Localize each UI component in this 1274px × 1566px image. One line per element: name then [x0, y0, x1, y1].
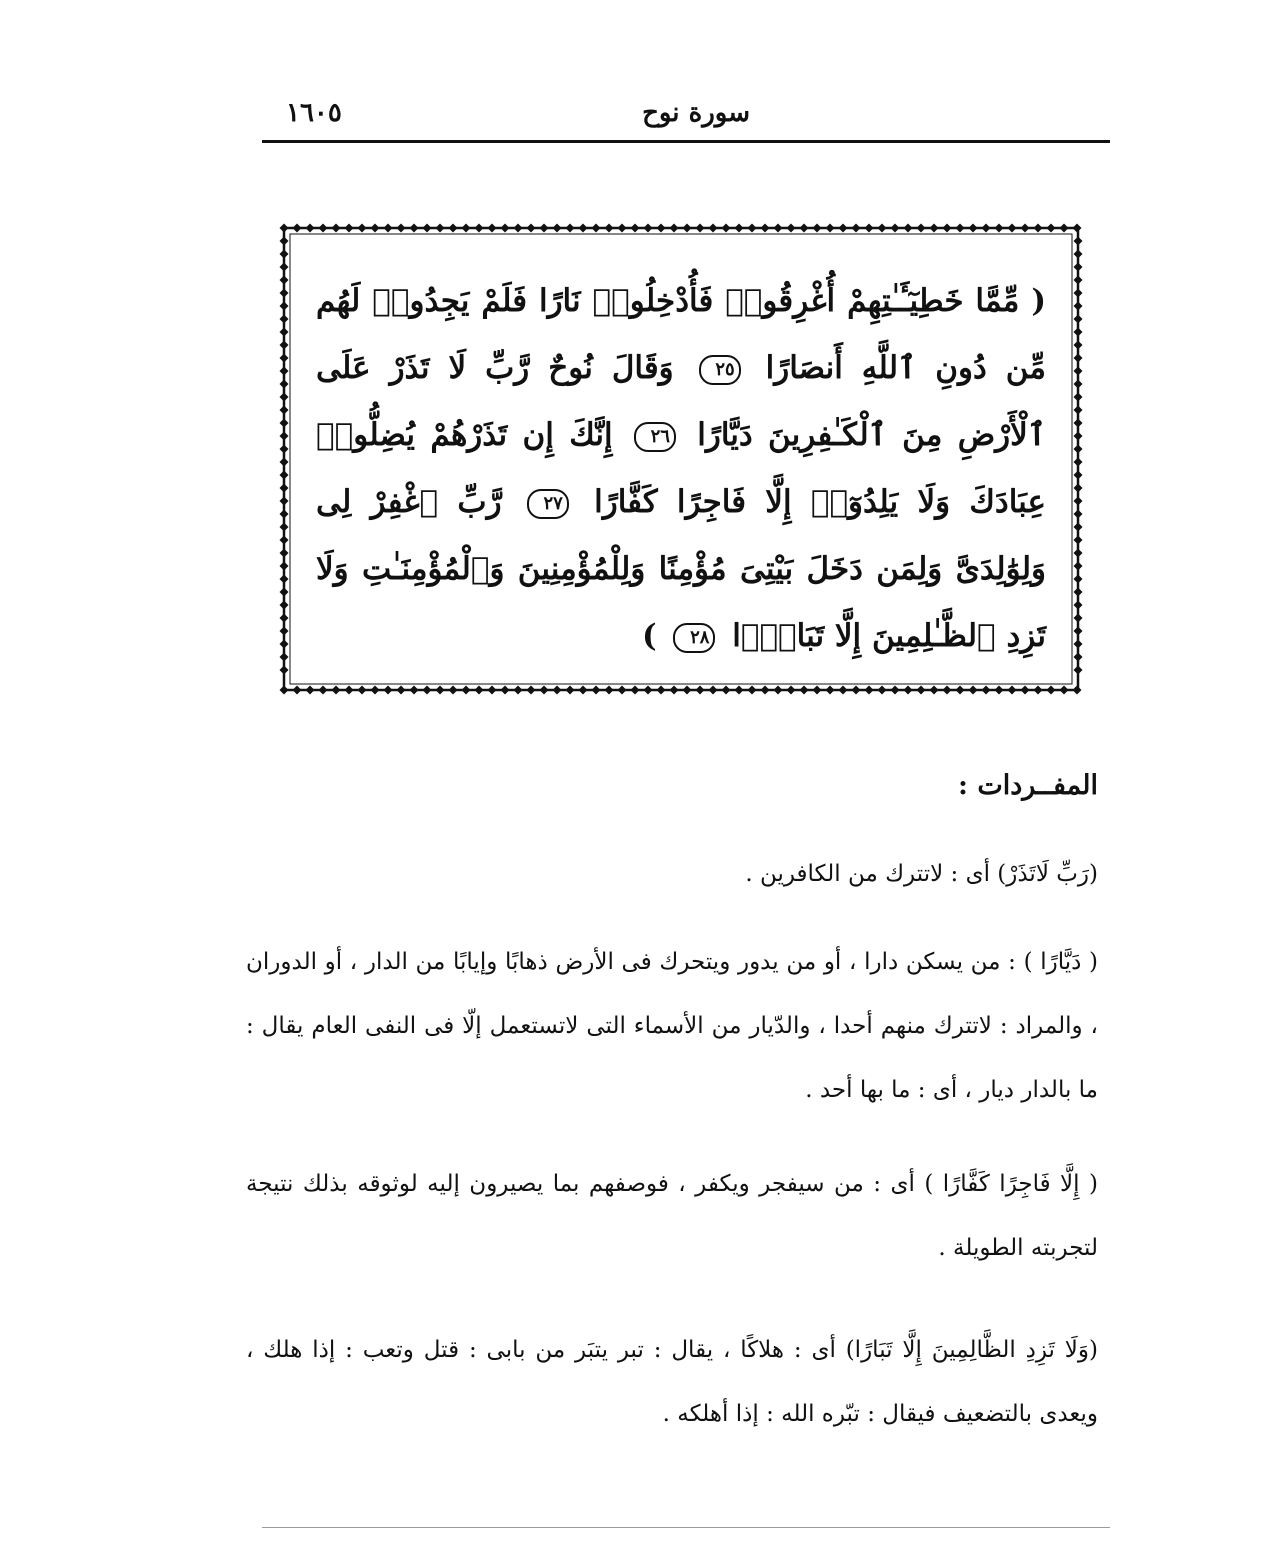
verse-frame	[276, 220, 1086, 698]
border-diamond	[280, 666, 289, 675]
border-diamond	[436, 224, 445, 233]
border-diamond	[1074, 484, 1083, 493]
border-diamond	[410, 686, 419, 695]
border-diamond	[1074, 263, 1083, 272]
border-diamond	[683, 686, 692, 695]
border-diamond	[501, 686, 510, 695]
border-diamond	[1074, 315, 1083, 324]
border-diamond	[774, 224, 783, 233]
border-diamond	[1074, 458, 1083, 467]
border-diamond	[280, 601, 289, 610]
border-diamond	[956, 224, 965, 233]
border-diamond	[826, 224, 835, 233]
border-diamond	[280, 367, 289, 376]
border-diamond	[696, 686, 705, 695]
border-diamond	[436, 686, 445, 695]
border-diamond	[280, 627, 289, 636]
close-bracket: )	[641, 618, 657, 654]
border-diamond	[280, 614, 289, 623]
surah-title: سورة نوح	[642, 98, 750, 128]
border-diamond	[748, 686, 757, 695]
border-diamond	[709, 224, 718, 233]
border-diamond	[280, 419, 289, 428]
border-diamond	[1074, 588, 1083, 597]
border-diamond	[280, 302, 289, 311]
border-diamond	[280, 341, 289, 350]
border-diamond	[280, 237, 289, 246]
border-diamond	[345, 224, 354, 233]
border-diamond	[540, 686, 549, 695]
border-diamond	[618, 686, 627, 695]
border-diamond	[969, 224, 978, 233]
border-diamond	[280, 523, 289, 532]
border-diamond	[280, 445, 289, 454]
border-diamond	[644, 224, 653, 233]
border-diamond	[423, 224, 432, 233]
border-diamond	[280, 315, 289, 324]
border-diamond	[449, 224, 458, 233]
border-diamond	[917, 224, 926, 233]
border-diamond	[891, 224, 900, 233]
border-diamond	[1073, 686, 1082, 695]
border-diamond	[293, 224, 302, 233]
border-diamond	[280, 263, 289, 272]
border-diamond	[917, 686, 926, 695]
border-diamond	[1074, 367, 1083, 376]
border-diamond	[865, 686, 874, 695]
border-diamond	[319, 686, 328, 695]
border-diamond	[839, 686, 848, 695]
border-diamond	[280, 406, 289, 415]
border-diamond	[761, 224, 770, 233]
border-diamond	[397, 686, 406, 695]
border-diamond	[670, 686, 679, 695]
border-diamond	[995, 686, 1004, 695]
border-diamond	[1074, 640, 1083, 649]
footer-rule	[262, 1527, 1110, 1528]
border-diamond	[722, 686, 731, 695]
border-diamond	[1074, 354, 1083, 363]
border-diamond	[280, 510, 289, 519]
border-diamond	[280, 549, 289, 558]
border-diamond	[1074, 328, 1083, 337]
border-diamond	[1074, 523, 1083, 532]
border-diamond	[488, 686, 497, 695]
border-diamond	[904, 224, 913, 233]
border-diamond	[1074, 406, 1083, 415]
border-diamond	[1074, 536, 1083, 545]
border-diamond	[579, 686, 588, 695]
border-diamond	[592, 686, 601, 695]
border-diamond	[280, 289, 289, 298]
border-diamond	[735, 686, 744, 695]
border-diamond	[462, 686, 471, 695]
ayah-marker-25: ٢٥	[699, 355, 741, 385]
border-diamond	[449, 686, 458, 695]
border-diamond	[280, 484, 289, 493]
ayah-marker-28: ٢٨	[673, 623, 715, 653]
border-diamond	[1021, 224, 1030, 233]
border-diamond	[1074, 627, 1083, 636]
verse-26-text: وَقَالَ نُوحٌ رَّبِّ لَا تَذَرْ عَلَى ٱلْأَرْضِ مِنَ ٱلْكَـٰفِرِينَ دَيَّارًا	[316, 350, 1046, 453]
border-diamond	[1073, 224, 1082, 233]
border-diamond	[462, 224, 471, 233]
border-diamond	[943, 224, 952, 233]
border-diamond	[670, 224, 679, 233]
border-diamond	[280, 536, 289, 545]
border-diamond	[982, 686, 991, 695]
border-diamond	[280, 458, 289, 467]
vocabulary-entry: ( إِلَّا فَاجِرًا كَفَّارًا ) أى : من سيفجر ويكفر ، فوصفهم بما يصيرون إليه لوثوقه بذلك نتيجة لتجربته الطويلة .	[246, 1171, 1098, 1261]
border-diamond	[891, 686, 900, 695]
border-diamond	[930, 686, 939, 695]
border-diamond	[1034, 224, 1043, 233]
border-diamond	[1074, 276, 1083, 285]
ayah-marker-26: ٢٦	[634, 422, 676, 452]
border-diamond	[280, 640, 289, 649]
border-diamond	[631, 224, 640, 233]
border-diamond	[358, 686, 367, 695]
border-diamond	[280, 575, 289, 584]
border-diamond	[904, 686, 913, 695]
border-diamond	[1074, 666, 1083, 675]
vocabulary-entry: ( دَيَّارًا ) : من يسكن دارا ، أو من يدور ويتحرك فى الأرض ذهابًا وإيابًا من الدار ، أو الدوران ، والمراد : لاتترك منهم أحدا ، والدّيار من الأسماء التى لاتستعمل إلّا فى النفى العام يقال : ما بالدار ديار ، أى : ما بها أحد .	[246, 949, 1098, 1103]
border-diamond	[488, 224, 497, 233]
border-diamond	[527, 686, 536, 695]
border-diamond	[306, 686, 315, 695]
border-diamond	[553, 224, 562, 233]
border-diamond	[527, 224, 536, 233]
border-diamond	[1074, 549, 1083, 558]
border-diamond	[969, 686, 978, 695]
border-diamond	[657, 686, 666, 695]
border-diamond	[683, 224, 692, 233]
border-diamond	[852, 224, 861, 233]
border-diamond	[800, 686, 809, 695]
border-diamond	[345, 686, 354, 695]
border-diamond	[722, 224, 731, 233]
vocabulary-entry: (وَلَا تَزِدِ الظَّالِمِينَ إِلَّا تَبَارًا) أى : هلاكًا ، يقال : تبر يتبَر من بابى : قتل وتعب : إذا هلك ، ويعدى بالتضعيف فيقال : تبّره الله : إذا أهلكه .	[246, 1337, 1098, 1427]
border-diamond	[1074, 653, 1083, 662]
vocabulary-heading: المفــردات :	[957, 770, 1098, 801]
border-diamond	[826, 686, 835, 695]
border-diamond	[878, 224, 887, 233]
border-diamond	[852, 686, 861, 695]
border-diamond	[332, 686, 341, 695]
border-diamond	[787, 224, 796, 233]
border-diamond	[280, 250, 289, 259]
border-diamond	[1074, 445, 1083, 454]
border-diamond	[1074, 380, 1083, 389]
border-diamond	[423, 686, 432, 695]
border-diamond	[475, 686, 484, 695]
border-diamond	[1021, 686, 1030, 695]
border-diamond	[1074, 614, 1083, 623]
border-diamond	[956, 686, 965, 695]
border-diamond	[696, 224, 705, 233]
border-diamond	[514, 686, 523, 695]
border-diamond	[995, 224, 1004, 233]
border-diamond	[1074, 250, 1083, 259]
border-diamond	[644, 686, 653, 695]
border-diamond	[306, 224, 315, 233]
border-diamond	[280, 224, 289, 233]
border-diamond	[358, 224, 367, 233]
border-diamond	[813, 686, 822, 695]
border-diamond	[280, 393, 289, 402]
border-diamond	[878, 686, 887, 695]
border-diamond	[605, 686, 614, 695]
border-diamond	[280, 497, 289, 506]
border-diamond	[1047, 686, 1056, 695]
border-diamond	[280, 432, 289, 441]
border-diamond	[943, 686, 952, 695]
border-diamond	[1074, 471, 1083, 480]
border-diamond	[1008, 224, 1017, 233]
border-diamond	[319, 224, 328, 233]
border-diamond	[293, 686, 302, 695]
verse-28-text: رَّبِّ ٱغْفِرْ لِى وَلِوَٰلِدَىَّ وَلِمَن دَخَلَ بَيْتِىَ مُؤْمِنًا وَلِلْمُؤْمِنِينَ وَٱلْمُؤْمِنَـٰتِ وَلَا تَزِدِ ٱلظَّـٰلِمِينَ إِلَّا تَبَارًۢا	[316, 484, 1046, 654]
border-diamond	[1060, 686, 1069, 695]
border-diamond	[982, 224, 991, 233]
border-diamond	[1074, 601, 1083, 610]
border-diamond	[501, 224, 510, 233]
vocabulary-entry: (رَبِّ لَاتَذَرْ) أى : لاتترك من الكافرين .	[745, 861, 1098, 887]
header-rule	[262, 140, 1110, 143]
border-diamond	[280, 562, 289, 571]
ayah-marker-27: ٢٧	[527, 489, 569, 519]
border-diamond	[618, 224, 627, 233]
border-diamond	[592, 224, 601, 233]
border-diamond	[1074, 419, 1083, 428]
border-diamond	[1060, 224, 1069, 233]
open-bracket: (	[1031, 283, 1046, 319]
border-diamond	[384, 224, 393, 233]
border-diamond	[631, 686, 640, 695]
border-diamond	[397, 224, 406, 233]
border-diamond	[280, 588, 289, 597]
border-diamond	[761, 686, 770, 695]
quran-verses	[316, 268, 1046, 670]
border-diamond	[605, 224, 614, 233]
border-diamond	[280, 354, 289, 363]
border-diamond	[787, 686, 796, 695]
border-diamond	[1074, 497, 1083, 506]
border-diamond	[865, 224, 874, 233]
border-diamond	[1074, 393, 1083, 402]
border-diamond	[1074, 432, 1083, 441]
border-diamond	[410, 224, 419, 233]
border-diamond	[1074, 341, 1083, 350]
border-diamond	[280, 328, 289, 337]
border-diamond	[514, 224, 523, 233]
border-diamond	[1074, 289, 1083, 298]
border-diamond	[1047, 224, 1056, 233]
page-number: ١٦٠٥	[286, 98, 342, 128]
page-header	[262, 98, 1110, 142]
border-diamond	[280, 471, 289, 480]
verse-25-text: مِّمَّا خَطِيٓـَٔـٰتِهِمْ أُغْرِقُوا۟ فَأُدْخِلُوا۟ نَارًا فَلَمْ يَجِدُوا۟ لَهُم مِّن دُونِ ٱللَّهِ أَنصَارًا	[316, 283, 1047, 386]
border-diamond	[566, 686, 575, 695]
border-diamond	[1074, 562, 1083, 571]
border-diamond	[280, 686, 289, 695]
border-diamond	[839, 224, 848, 233]
border-diamond	[384, 686, 393, 695]
border-diamond	[735, 224, 744, 233]
border-diamond	[774, 686, 783, 695]
border-diamond	[280, 276, 289, 285]
border-diamond	[475, 224, 484, 233]
border-diamond	[371, 686, 380, 695]
border-diamond	[540, 224, 549, 233]
border-diamond	[1074, 302, 1083, 311]
border-diamond	[748, 224, 757, 233]
border-diamond	[280, 380, 289, 389]
border-diamond	[930, 224, 939, 233]
border-diamond	[813, 224, 822, 233]
border-diamond	[332, 224, 341, 233]
border-diamond	[657, 224, 666, 233]
border-diamond	[1008, 686, 1017, 695]
border-diamond	[1074, 237, 1083, 246]
border-diamond	[553, 686, 562, 695]
border-diamond	[800, 224, 809, 233]
border-diamond	[579, 224, 588, 233]
border-diamond	[1074, 510, 1083, 519]
border-diamond	[566, 224, 575, 233]
border-diamond	[371, 224, 380, 233]
border-diamond	[280, 653, 289, 662]
verse-27-text: إِنَّكَ إِن تَذَرْهُمْ يُضِلُّوا۟ عِبَادَكَ وَلَا يَلِدُوٓا۟ إِلَّا فَاجِرًا كَفَّارًا	[316, 417, 1047, 520]
border-diamond	[709, 686, 718, 695]
border-diamond	[1074, 575, 1083, 584]
border-diamond	[1034, 686, 1043, 695]
